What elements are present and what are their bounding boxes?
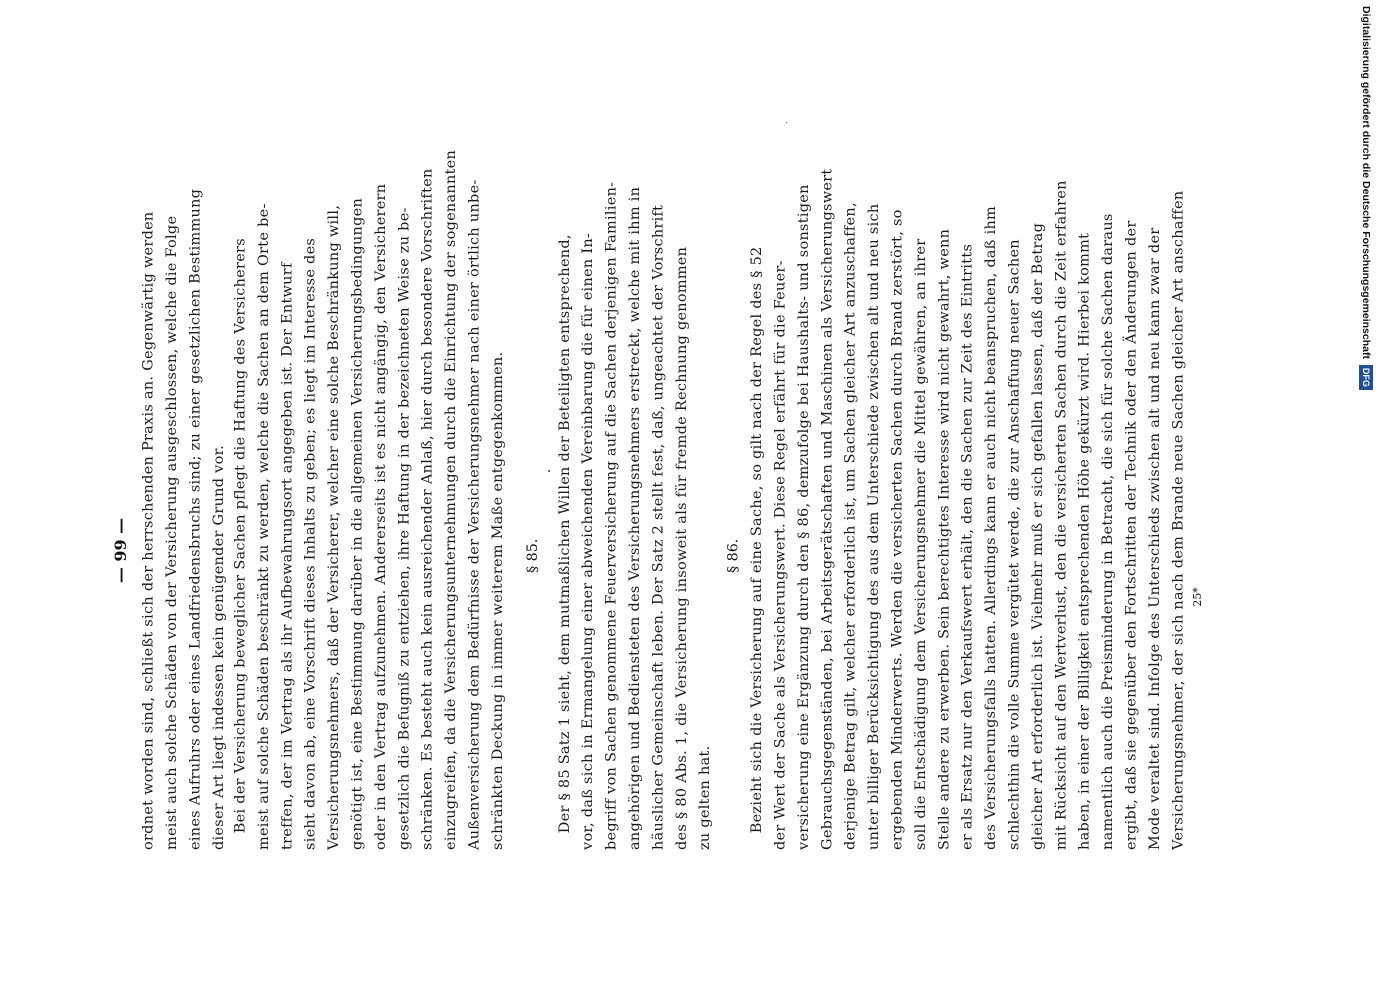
text-line: Mode veraltet sind. Infolge des Unterschieds zwischen alt und neu kann zwar der (1146, 227, 1164, 851)
text-line: Versicherungsnehmers, daß der Versicherer, welcher eine solche Beschränkung will, (325, 204, 343, 851)
text-line: meist auf solche Schäden beschränkt zu werden, welche die Sachen an dem Orte be- (255, 203, 273, 851)
text-line: sieht davon ab, eine Vorschrift dieses Inhalts zu geben; es liegt im Interesse des (302, 237, 319, 851)
text-line: ordnet worden sind, schließt sich der herrschenden Praxis an. Gegenwärtig werden (140, 211, 157, 850)
text-line: Versicherungsnehmer, der sich nach dem Brande neue Sachen gleicher Art anschaffen (1169, 190, 1187, 850)
text-line: des § 80 Abs. 1, die Versicherung insoweit als für fremde Rechnung genommen (673, 246, 691, 850)
dfg-credit-text: Digitalisierung gefördert durch die Deutsche Forschungsgemeinschaft (1360, 6, 1372, 359)
text-line: Der § 85 Satz 1 sieht, dem mutmaßlichen Willen der Beteiligten entsprechend, (556, 234, 573, 834)
text-line: angehörigen und Bediensteten des Versicherungsnehmers erstreckt, welche mit ihm in (626, 186, 644, 850)
text-line: häuslicher Gemeinschaft leben. Der Satz 2 stellt fest, daß, ungeachtet der Vorschrift (649, 204, 667, 850)
text-line: mit Rücksicht auf den Wertverlust, den die versicherten Sachen durch die Zeit erfahren (1052, 180, 1070, 851)
text-line: derjenige Betrag gilt, welcher erforderlich ist, um Sachen gleicher Art anzuschaffen, (842, 202, 859, 850)
text-line: namentlich auch die Preisminderung in Betracht, die sich für solche Sachen daraus (1099, 213, 1117, 850)
text-line: treffen, der im Vertrag als ihr Aufbewahrungsort angegeben ist. Der Entwurf (278, 262, 296, 851)
page-header: — 99 — (111, 517, 130, 584)
text-line: er als Ersatz nur den Verkaufswert erhält, den die Sachen zur Zeit des Eintritts (959, 243, 976, 851)
text-line: ergebenden Minderwerts. Werden die versicherten Sachen durch Brand zerstört, so (888, 209, 906, 850)
text-line: einzugreifen, da die Versicherungsunternehmungen durch die Einrichtung der sogenannten (442, 149, 460, 850)
section-heading: § 85. (524, 538, 542, 574)
text-line: zu gelten hat. (696, 745, 714, 850)
text-line: schlechthin die volle Summe vergütet werde, die zur Anschaffung neuer Sachen (1005, 239, 1023, 850)
signature-mark: 25* (1191, 587, 1205, 607)
text-line: eines Aufruhrs oder eines Landfriedensbruchs sind; zu einer gesetzlichen Bestimmung (186, 188, 204, 850)
text-line: vor, daß sich in Ermangelung einer abweichenden Vereinbarung die für einen In- (579, 232, 597, 851)
text-line: begriff von Sachen genommene Feuerversicherung auf die Sachen derjenigen Familien- (603, 181, 620, 850)
text-line: schränken. Es besteht auch kein ausreichender Anlaß, hier durch besondere Vorschriften (419, 168, 436, 850)
text-line: ergibt, daß sie gegenüber den Fortschritten der Technik oder den Änderungen der (1123, 220, 1140, 850)
text-line: der Wert der Sache als Versicherungswert. Diese Regel erfährt für die Feuer- (771, 260, 789, 850)
text-line: unter billiger Berücksichtigung des aus dem Unterschiede zwischen alt und neu sich (865, 203, 883, 850)
dfg-logo: DFG (1359, 365, 1373, 390)
text-line: schränkten Deckung in immer weiterem Maße entgegenkommen. (489, 351, 507, 850)
text-line: genötigt ist, eine Bestimmung darüber in die allgemeinen Versicherungsbedingungen (348, 197, 366, 850)
scan-speck (548, 470, 550, 472)
text-line: Bei der Versicherung beweglicher Sachen pflegt die Haftung des Versicherers (231, 238, 249, 834)
text-line: haben, in einer der Billigkeit entsprechenden Höhe gekürzt wird. Hierbei kommt (1076, 232, 1093, 850)
dfg-credit-strip (1357, 6, 1375, 396)
scan-speck (786, 122, 787, 123)
text-line: soll die Entschädigung dem Versicherungsnehmer die Mittel gewähren, an ihrer (912, 238, 930, 851)
text-line: des Versicherungsfalls hatten. Allerdings kann er auch nicht beanspruchen, daß ihm (982, 205, 1000, 851)
text-line: dieser Art liegt indessen kein genügender Grund vor. (210, 444, 227, 850)
rotated-page-content (111, 149, 1205, 851)
section-heading: § 86. (725, 538, 742, 574)
text-line: versicherung eine Ergänzung durch den § 86, demzufolge bei Haushalts- und sonstigen (795, 184, 813, 850)
text-line: oder in den Vertrag aufzunehmen. Andererseits ist es nicht angängig, den Versicherern (372, 183, 390, 851)
text-line: Stelle andere zu erwerben. Sein berechtigtes Interesse wird nicht gewahrt, wenn (935, 228, 953, 850)
text-line: Gebrauchsgegenständen, bei Arbeitsgerätschaften und Maschinen als Versicherungswert (818, 168, 836, 850)
text-line: Bezieht sich die Versicherung auf eine Sache, so gilt nach der Regel des § 52 (748, 246, 766, 834)
text-line: gleicher Art erforderlich ist. Vielmehr muß er sich gefallen lassen, daß der Betrag (1029, 222, 1047, 850)
text-line: Außenversicherung dem Bedürfnisse der Versicherungsnehmer nach einer örtlich unbe- (466, 179, 483, 851)
text-line: gesetzlich die Befugniß zu entziehen, ihre Haftung in der bezeichneten Weise zu be- (395, 207, 413, 850)
text-line: meist auch solche Schäden von der Versicherung ausgeschlossen, welche die Folge (163, 215, 181, 851)
